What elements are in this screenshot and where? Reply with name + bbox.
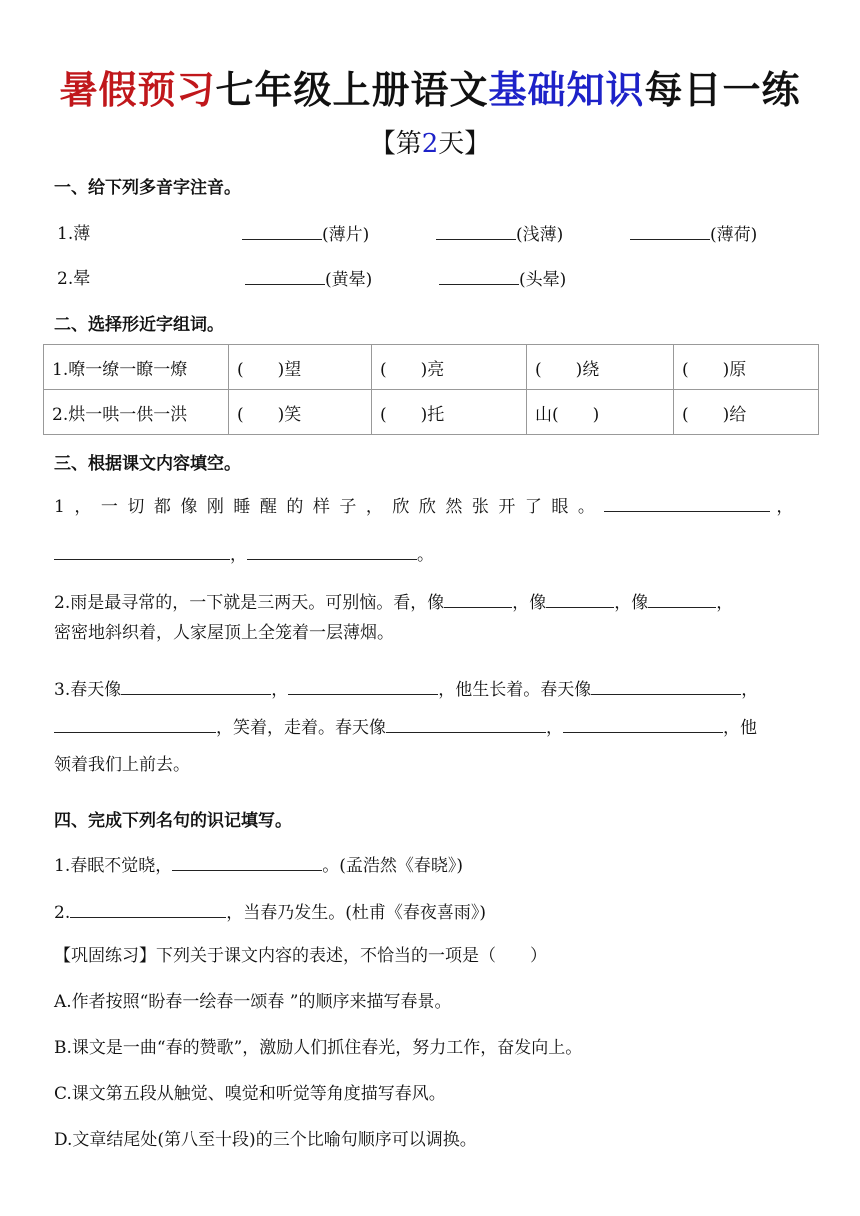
word-cell[interactable]: ( )望 [229, 345, 372, 390]
title-part-grade: 七年级上册语文 [215, 68, 489, 112]
answer-blank[interactable] [591, 676, 741, 695]
practice-option-b[interactable]: B.课文是一曲“春的赞歌”，激励人们抓住春光，努力工作，奋发向上。 [54, 1038, 583, 1058]
s1-row2-item1: (黄晕) [245, 266, 372, 293]
answer-blank[interactable] [70, 899, 226, 918]
s1-row1-item1: (薄片) [242, 221, 369, 248]
char-group: 1.嘹一缭一瞭一燎 [44, 345, 229, 390]
answer-blank[interactable] [54, 541, 230, 560]
section1-heading: 一、给下列多音字注音。 [54, 178, 241, 198]
title-part-daily: 每日一练 [644, 68, 801, 112]
page-title [0, 62, 860, 118]
answer-blank[interactable] [439, 266, 519, 285]
title-part-preview: 暑假预习 [59, 68, 216, 112]
answer-blank[interactable] [288, 676, 438, 695]
s3-q3-line2: ，笑着，走着。春天像 ， ，他 [54, 714, 757, 741]
word-cell[interactable]: 山( ) [527, 390, 674, 435]
s3-q3-line3: 领着我们上前去。 [54, 755, 190, 775]
answer-blank[interactable] [648, 589, 716, 608]
answer-blank[interactable] [121, 676, 271, 695]
answer-blank[interactable] [436, 221, 516, 240]
s3-q2-line1: 2.雨是最寻常的，一下就是三两天。可别恼。看，像 ，像 ，像 ， [54, 589, 733, 616]
s4-q1: 1.春眠不觉晓， 。(孟浩然《春晓》) [54, 852, 463, 879]
table-row [44, 390, 819, 435]
answer-blank[interactable] [546, 589, 614, 608]
s1-row1-item3: (薄荷) [630, 221, 757, 248]
day-number: 2 [421, 129, 439, 159]
answer-blank[interactable] [242, 221, 322, 240]
answer-blank[interactable] [54, 714, 216, 733]
answer-blank[interactable] [563, 714, 723, 733]
s1-row2-char: 2.晕 [57, 269, 91, 289]
s1-row1-item2: (浅薄) [436, 221, 563, 248]
s3-q1-line2: ， 。 [54, 541, 434, 568]
table-row [44, 345, 819, 390]
similar-characters-table [43, 344, 819, 435]
answer-blank[interactable] [172, 852, 322, 871]
practice-option-a[interactable]: A.作者按照“盼春一绘春一颂春 ”的顺序来描写春景。 [54, 992, 452, 1012]
s4-q2: 2. ，当春乃发生。(杜甫《春夜喜雨》) [54, 899, 486, 926]
word-cell[interactable]: ( )给 [674, 390, 819, 435]
word-cell[interactable]: ( )绕 [527, 345, 674, 390]
char-group: 2.烘一哄一供一洪 [44, 390, 229, 435]
answer-blank[interactable] [386, 714, 546, 733]
section2-heading: 二、选择形近字组词。 [54, 315, 224, 335]
s3-q2-line2: 密密地斜织着，人家屋顶上全笼着一层薄烟。 [54, 623, 394, 643]
day-label: 【第2天】 [369, 129, 491, 159]
s1-row2-item2: (头晕) [439, 266, 566, 293]
practice-option-d[interactable]: D.文章结尾处(第八至十段)的三个比喻句顺序可以调换。 [54, 1130, 477, 1150]
answer-blank[interactable] [604, 493, 770, 512]
answer-blank[interactable] [247, 541, 417, 560]
practice-option-c[interactable]: C.课文第五段从触觉、嗅觉和听觉等角度描写春风。 [54, 1084, 446, 1104]
word-cell[interactable]: ( )原 [674, 345, 819, 390]
word-cell[interactable]: ( )托 [372, 390, 527, 435]
title-part-basics: 基础知识 [488, 68, 645, 112]
practice-question: 【巩固练习】下列关于课文内容的表述，不恰当的一项是（ ） [54, 946, 547, 966]
s3-q3-line1: 3.春天像 ， ，他生长着。春天像 ， [54, 676, 758, 703]
section4-heading: 四、完成下列名句的识记填写。 [54, 811, 292, 831]
answer-blank[interactable] [245, 266, 325, 285]
word-cell[interactable]: ( )笑 [229, 390, 372, 435]
answer-blank[interactable] [444, 589, 512, 608]
s1-row1-char: 1.薄 [57, 224, 91, 244]
answer-blank[interactable] [630, 221, 710, 240]
s3-q1-line1: 1，一切都像刚睡醒的样子，欣欣然张开了眼。 ， [54, 493, 793, 520]
section3-heading: 三、根据课文内容填空。 [54, 454, 241, 474]
word-cell[interactable]: ( )亮 [372, 345, 527, 390]
